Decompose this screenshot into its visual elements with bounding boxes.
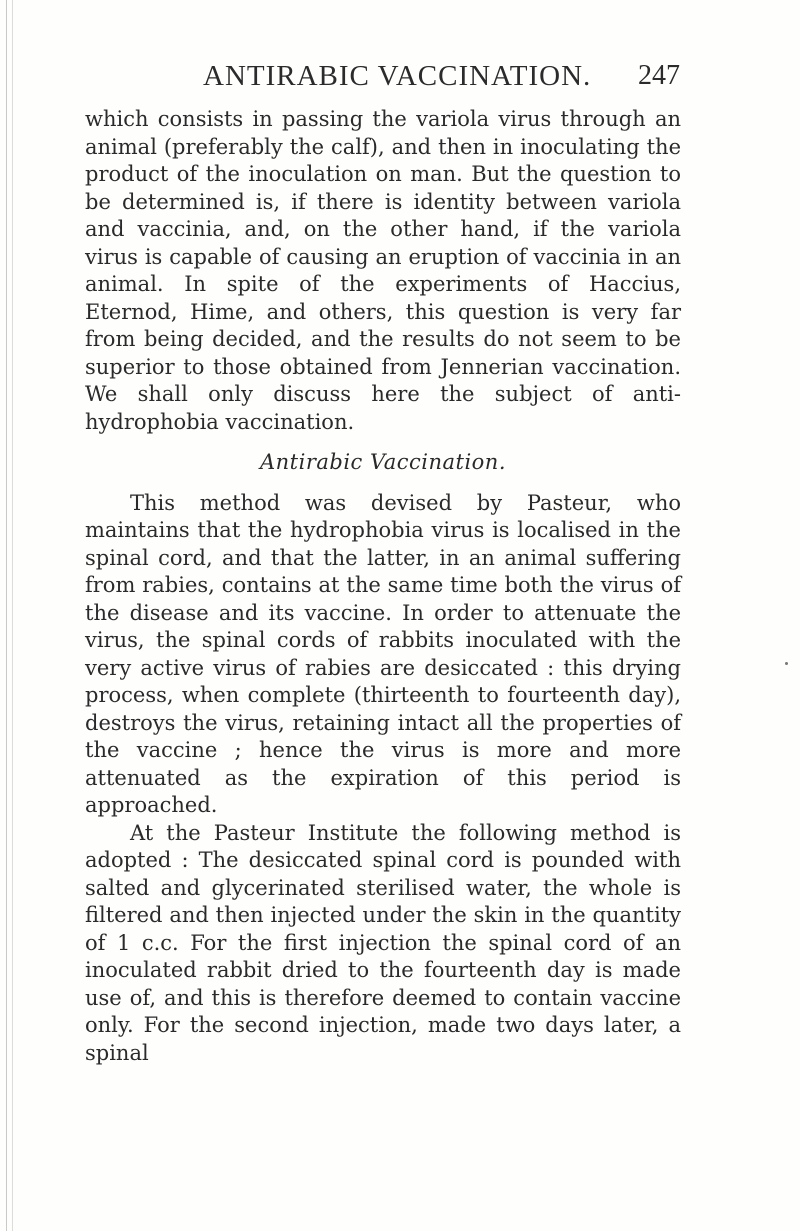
paragraph-continued: which consists in passing the variola virus through an animal (preferably the calf), and then in inoculating the product of the inoculation on man. But the question to be determined is, if there is identity between variola and vaccinia, and, on the other hand, if the variola virus is capable of causing an eruption of vaccinia in an animal. In spite of the experiments of Haccius, Eternod, Hime, and others, this question is very far from being decided, and the results do not seem to be superior to those obtained from Jennerian vaccination. We shall only discuss here the subject of anti-hydrophobia vaccination.: [85, 107, 681, 434]
binding-edge-line: [6, 0, 7, 1231]
body-text: [85, 106, 681, 1067]
paragraph: This method was devised by Pasteur, who maintains that the hydrophobia virus is localised in the spinal cord, and that the latter, in an animal suffering from rabies, contains at the same time both the virus of the disease and its vaccine. In order to attenuate the virus, the spinal cords of rabbits inoculated with the very active virus of rabies are desiccated : this drying process, when complete (thirteenth to fourteenth day), destroys the virus, retaining intact all the properties of the vaccine ; hence the virus is more and more attenuated as the expiration of this period is approached.: [85, 490, 681, 817]
running-head: ANTIRABIC VACCINATION.: [203, 60, 592, 92]
page-header: [175, 60, 680, 100]
section-heading: Antirabic Vaccination.: [259, 450, 507, 474]
paper-speck: [785, 662, 788, 665]
paragraph: At the Pasteur Institute the following method is adopted : The desiccated spinal cord is pounded with salted and glycerinated sterilised water, the whole is filtered and then injected under the skin in the quantity of 1 c.c. For the first injection the spinal cord of an inoculated rabbit dried to the fourteenth day is made use of, and this is therefore deemed to contain vaccine only. For the second injection, made two days later, a spinal: [85, 820, 681, 1065]
binding-edge-line: [12, 0, 13, 1231]
page-number: 247: [638, 60, 680, 91]
